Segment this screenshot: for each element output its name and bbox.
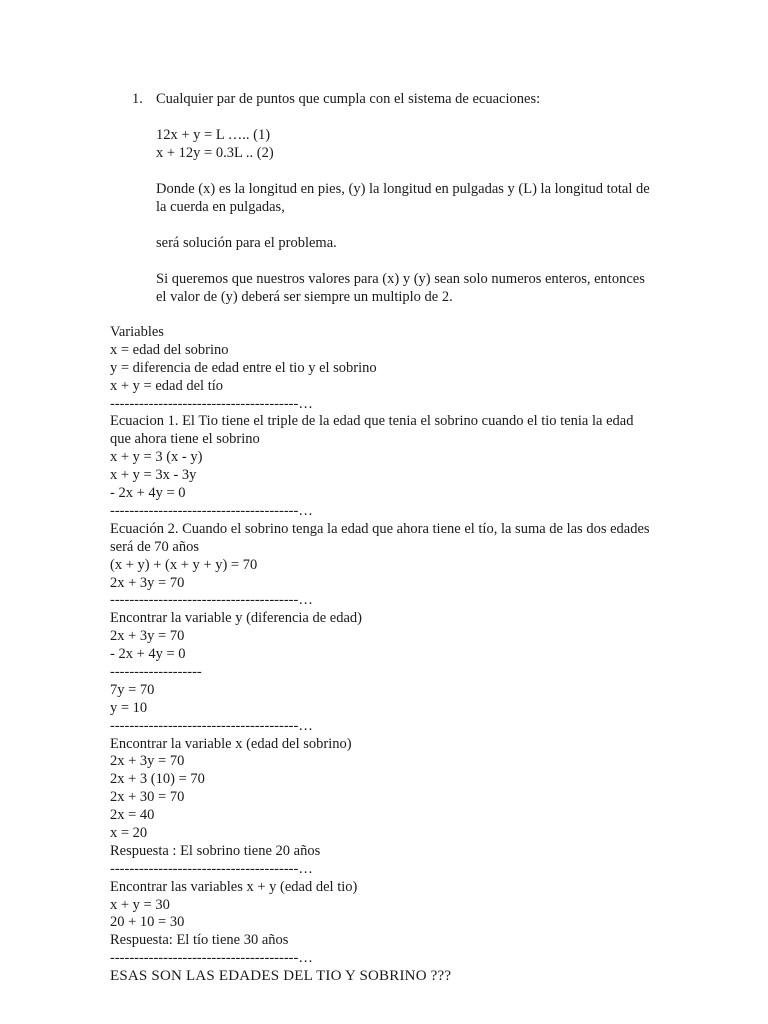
donde-paragraph: Donde (x) es la longitud en pies, (y) la longitud en pulgadas y (L) la longitud total de la cuerda en pulgadas,: [156, 181, 650, 215]
variable-x: x = edad del sobrino: [110, 341, 229, 358]
ecuacion-2-line: 2x + 3y = 70: [110, 574, 185, 591]
equation-1: 12x + y = L ….. (1): [156, 127, 271, 143]
ecuacion-1-line: x + y = 3 (x - y): [110, 449, 203, 466]
encontrar-xy-line: x + y = 30: [110, 896, 170, 913]
encontrar-y-line: 2x + 3y = 70: [110, 628, 185, 645]
encontrar-x-line: 2x + 30 = 70: [110, 789, 185, 806]
encontrar-x-line: 2x + 3 (10) = 70: [110, 771, 205, 788]
list-number: 1.: [132, 91, 143, 107]
ecuacion-2-line: (x + y) + (x + y + y) = 70: [110, 556, 258, 573]
separator: ---------------------------------------…: [110, 592, 313, 609]
separator: ---------------------------------------…: [110, 950, 313, 967]
variables-title: Variables: [110, 324, 164, 340]
encontrar-xy-title: Encontrar las variables x + y (edad del tio): [110, 878, 358, 895]
variable-xy: x + y = edad del tío: [110, 377, 223, 394]
separator: ---------------------------------------…: [110, 860, 313, 877]
list-item-body: [156, 90, 652, 306]
encontrar-x-line: 2x + 3y = 70: [110, 753, 185, 770]
separator: ---------------------------------------…: [110, 395, 313, 412]
ecuacion-1-line: x + y = 3x - 3y: [110, 467, 197, 484]
short-separator: -------------------: [110, 663, 202, 680]
encontrar-x-line: 2x = 40: [110, 807, 155, 824]
encontrar-y-line: - 2x + 4y = 0: [110, 646, 186, 663]
encontrar-y-title: Encontrar la variable y (diferencia de edad): [110, 610, 362, 627]
ecuacion-2-text: Ecuación 2. Cuando el sobrino tenga la edad que ahora tiene el tío, la suma de las dos edades será de 70 años: [110, 520, 650, 555]
encontrar-x-title: Encontrar la variable x (edad del sobrino): [110, 735, 352, 752]
ecuacion-1-text: Ecuacion 1. El Tio tiene el triple de la edad que tenia el sobrino cuando el tio tenia la edad que ahora tiene el sobrino: [110, 413, 634, 448]
equation-2: x + 12y = 0.3L .. (2): [156, 145, 274, 161]
encontrar-xy-line: 20 + 10 = 30: [110, 914, 185, 931]
solucion-text: será solución para el problema.: [156, 235, 337, 251]
encontrar-y-line: 7y = 70: [110, 681, 155, 698]
si-queremos-paragraph: Si queremos que nuestros valores para (x) y (y) sean solo numeros enteros, entonces el valor de (y) deberá ser siempre un multiplo de 2.: [156, 271, 645, 305]
encontrar-y-line: y = 10: [110, 699, 148, 716]
separator: ---------------------------------------…: [110, 717, 313, 734]
variable-y: y = diferencia de edad entre el tio y el sobrino: [110, 359, 377, 376]
main-content: [110, 324, 650, 986]
intro-text: Cualquier par de puntos que cumpla con el sistema de ecuaciones:: [156, 91, 541, 107]
encontrar-x-line: x = 20: [110, 825, 148, 841]
separator: ---------------------------------------…: [110, 502, 313, 519]
final-question: ESAS SON LAS EDADES DEL TIO Y SOBRINO ???: [110, 968, 452, 985]
respuesta-tio: Respuesta: El tío tiene 30 años: [110, 932, 289, 949]
respuesta-sobrino: Respuesta : El sobrino tiene 20 años: [110, 842, 321, 859]
ecuacion-1-line: - 2x + 4y = 0: [110, 485, 186, 502]
